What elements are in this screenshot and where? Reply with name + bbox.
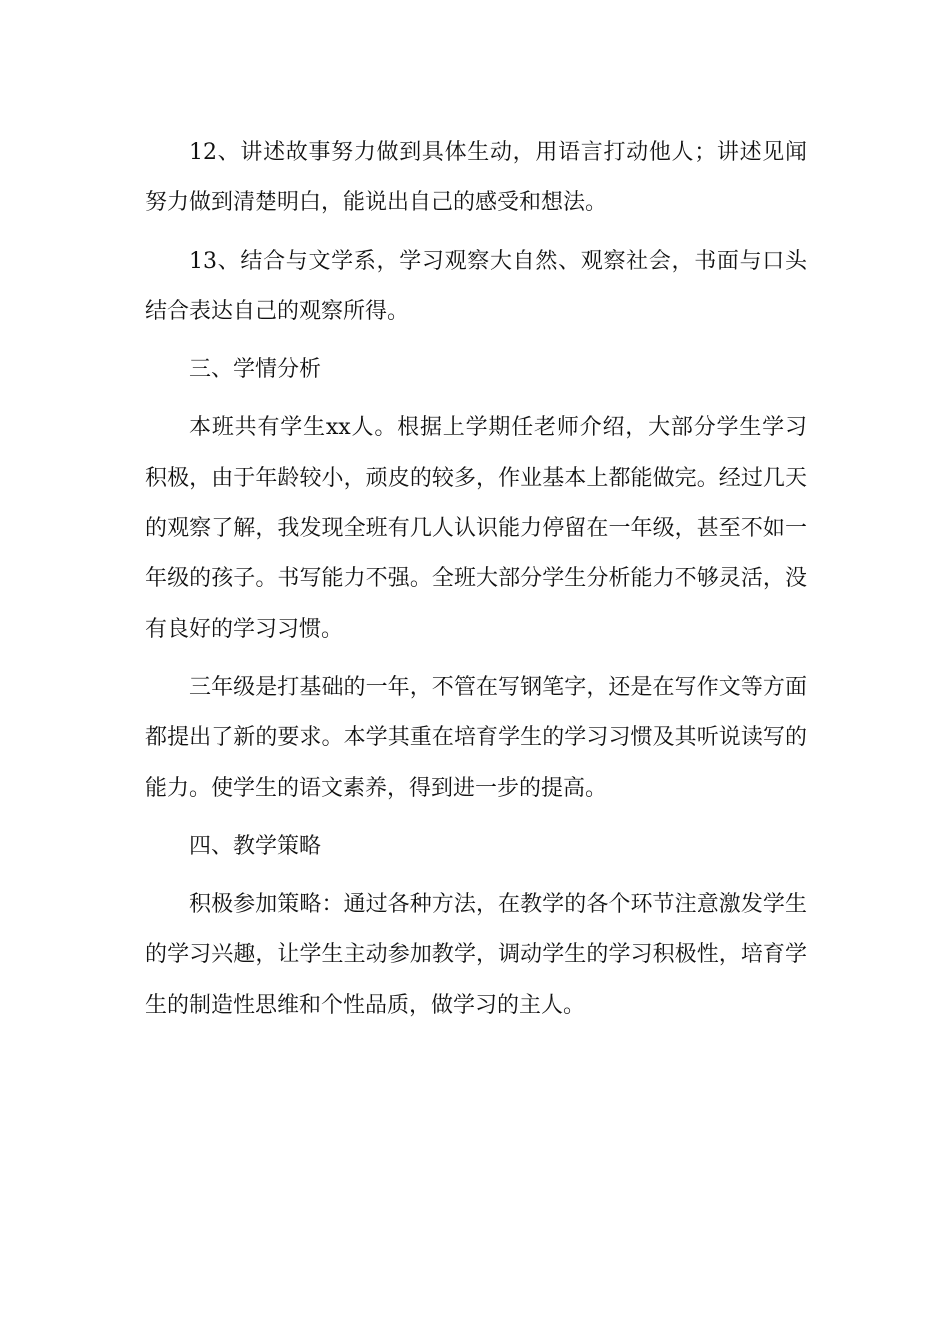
- section-heading-teaching-strategy: 四、教学策略: [189, 833, 322, 859]
- paragraph-item-13: 13、结合与文学系，学习观察大自然、观察社会，书面与口头结合表达自己的观察所得。: [145, 248, 807, 324]
- paragraph-class-overview: 本班共有学生xx人。根据上学期任老师介绍，大部分学生学习积极，由于年龄较小，顽皮的较多，作业基本上都能做完。经过几天的观察了解，我发现全班有几人认识能力停留在一年级，甚至不如一年级的孩子。书写能力不强。全班大部分学生分析能力不够灵活，没有良好的学习习惯。: [145, 415, 807, 642]
- paragraph-grade-three: 三年级是打基础的一年，不管在写钢笔字，还是在写作文等方面都提出了新的要求。本学其重在培育学生的学习习惯及其听说读写的能力。使学生的语文素养，得到进一步的提高。: [145, 674, 807, 801]
- section-heading-student-analysis: 三、学情分析: [189, 357, 322, 383]
- document-body: [145, 128, 807, 1039]
- paragraph-item-12: 12、讲述故事努力做到具体生动，用语言打动他人；讲述见闻努力做到清楚明白，能说出自己的感受和想法。: [145, 140, 807, 216]
- paragraph-participation-strategy: 积极参加策略：通过各种方法，在教学的各个环节注意激发学生的学习兴趣，让学生主动参加教学，调动学生的学习积极性，培育学生的制造性思维和个性品质，做学习的主人。: [145, 892, 807, 1018]
